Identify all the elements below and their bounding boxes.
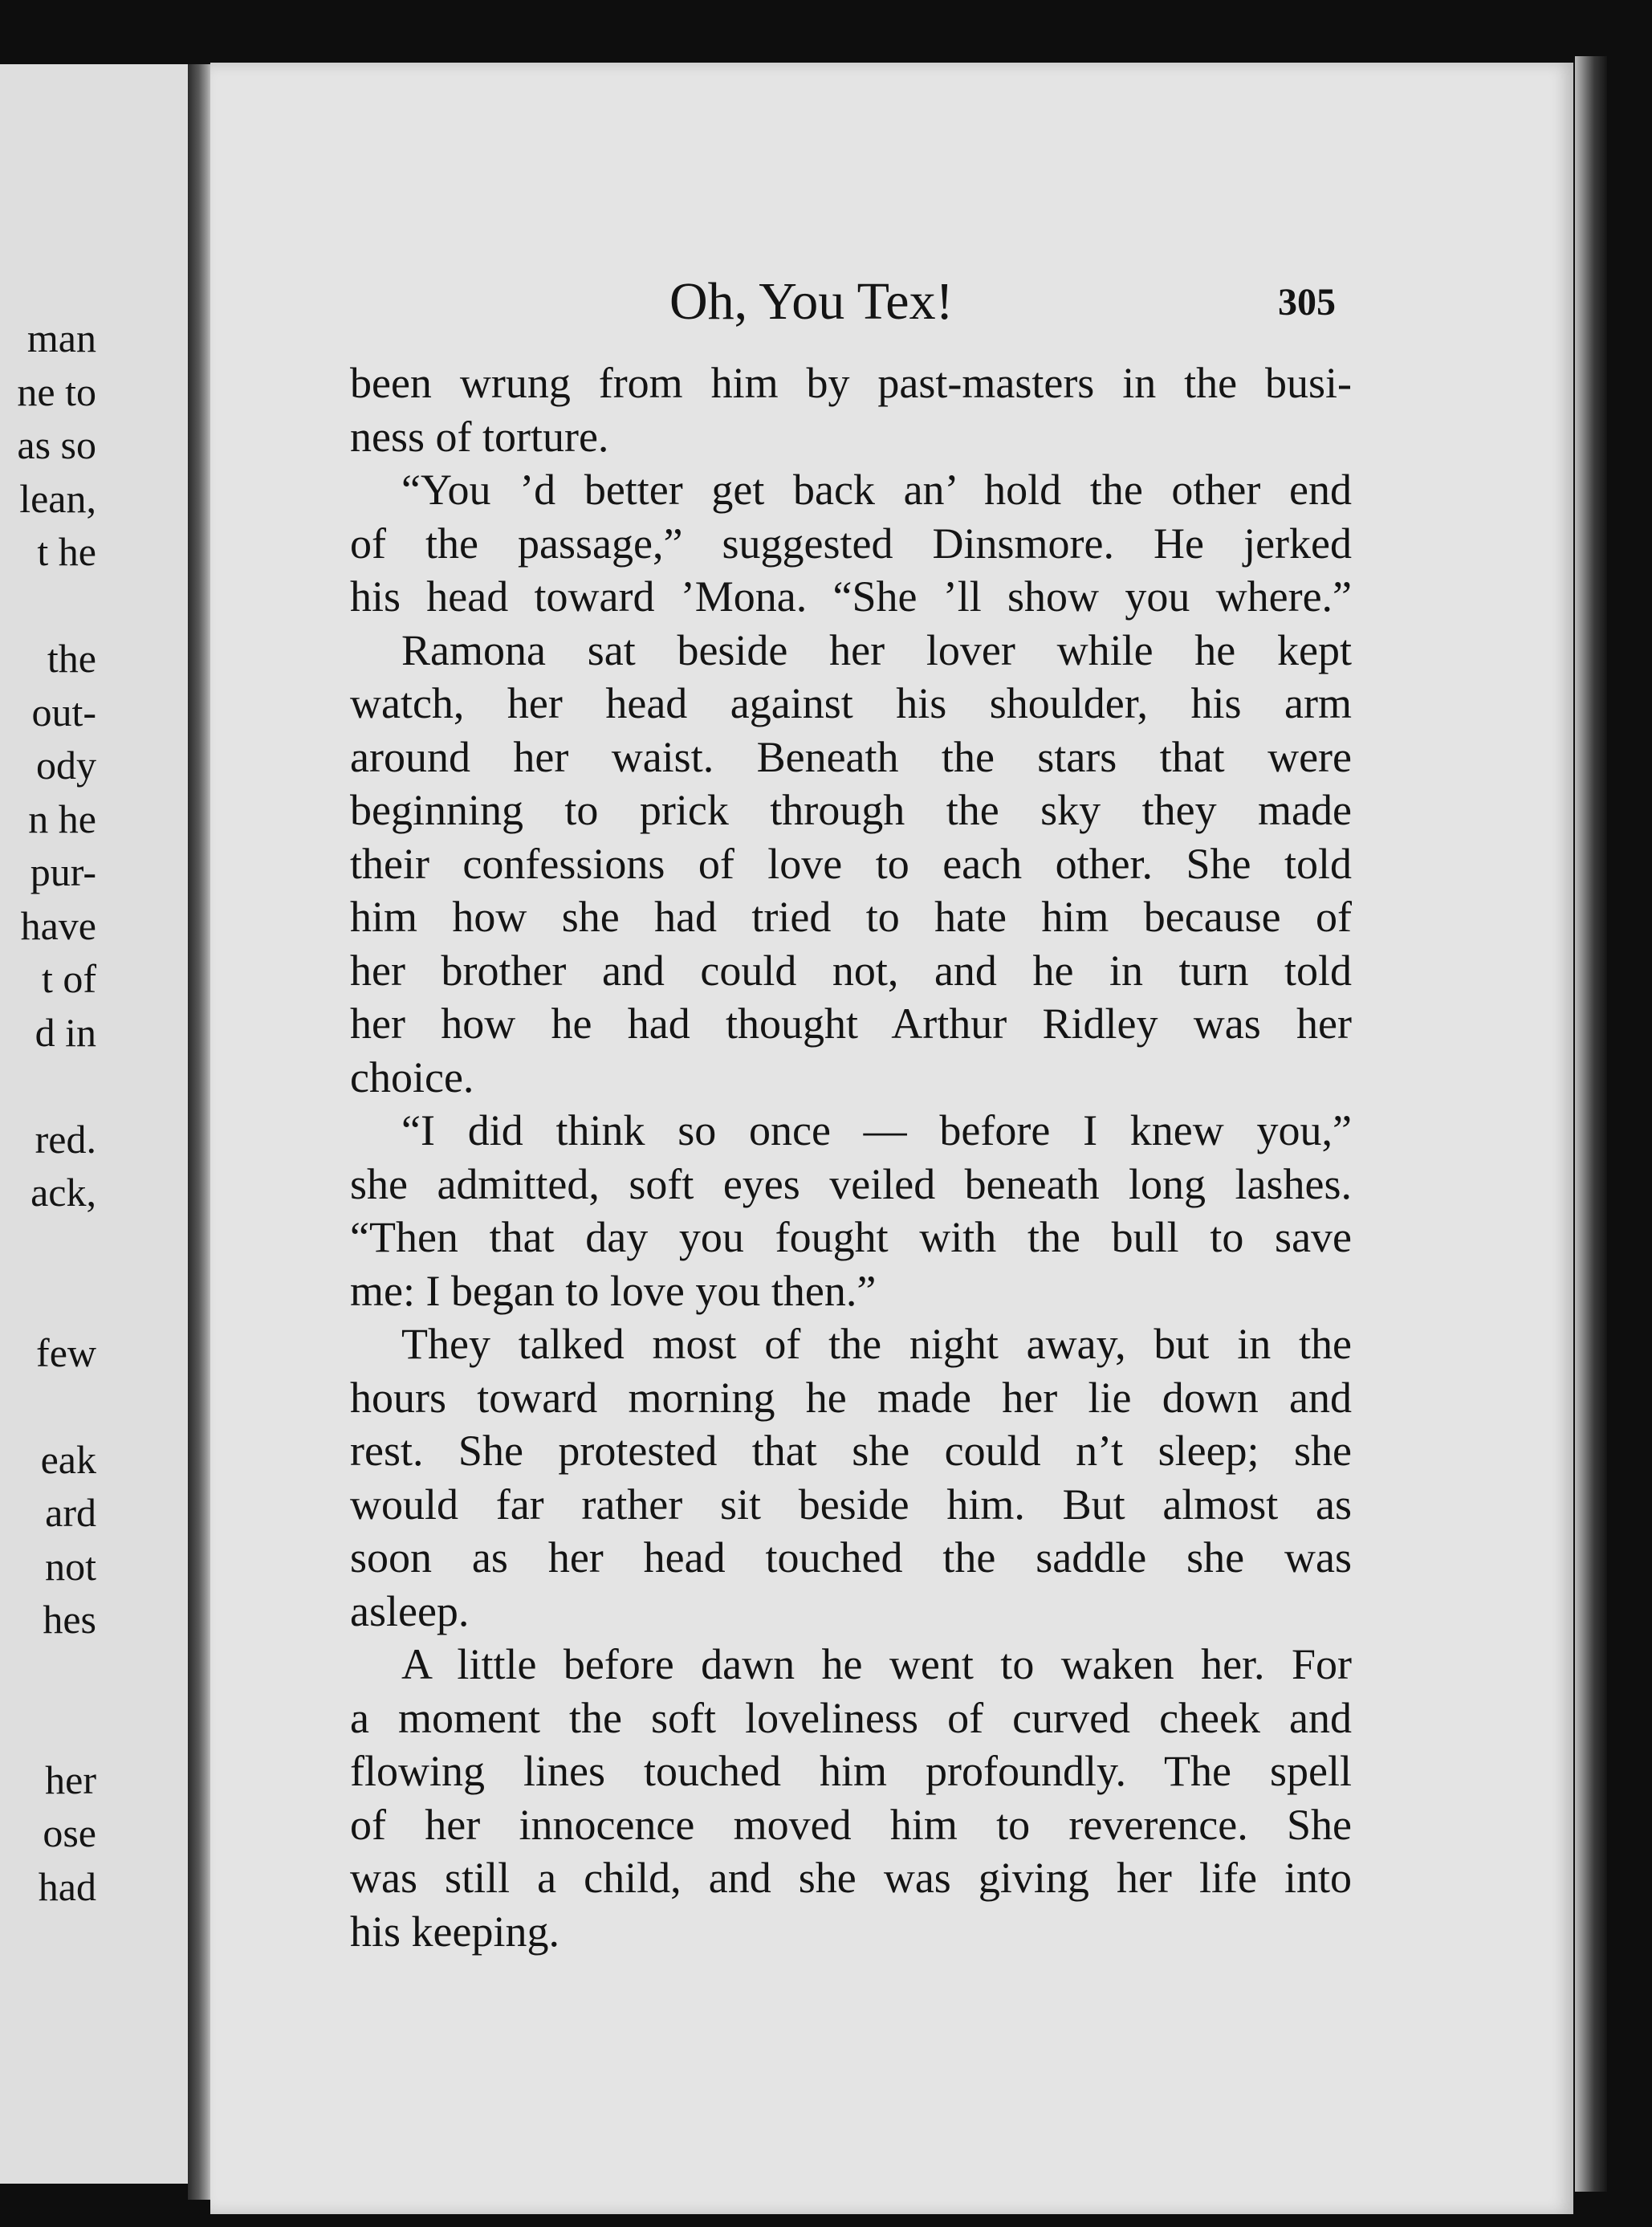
left-line (17, 1700, 96, 1753)
left-line (17, 1272, 96, 1326)
text-line: rest. She protested that she could n’t sleep; she (350, 1427, 1352, 1475)
left-line: red. (35, 1116, 96, 1162)
left-line: few (36, 1329, 96, 1375)
text-line: around her waist. Beneath the stars that were (350, 732, 1352, 781)
left-line: t of (41, 956, 96, 1001)
left-facing-page (0, 64, 197, 2184)
text-line: would far rather sit beside him. But almost as (350, 1480, 1352, 1529)
text-line: “Then that day you fought with the bull to save (350, 1213, 1352, 1261)
text-line: They talked most of the night away, but in the (401, 1320, 1352, 1368)
text-line: his keeping. (350, 1907, 559, 1956)
text-line: of her innocence moved him to reverence. She (350, 1800, 1352, 1849)
left-line: as so (17, 422, 96, 467)
left-line (17, 1647, 96, 1700)
left-line: ne to (17, 368, 96, 414)
text-line: flowing lines touched him profoundly. The spell (350, 1747, 1352, 1795)
text-line: Ramona sat beside her lover while he kept (401, 625, 1352, 674)
book-gutter (188, 64, 212, 2200)
text-line: me: I began to love you then.” (350, 1266, 877, 1315)
text-line: hours toward morning he made her lie down and (350, 1373, 1352, 1422)
text-line: beginning to prick through the sky they made (350, 786, 1352, 834)
text-line: watch, her head against his shoulder, his arm (350, 679, 1352, 727)
left-line: not (45, 1543, 96, 1589)
book-page (210, 63, 1573, 2214)
left-line: ose (43, 1810, 96, 1855)
text-line: been wrung from him by past-masters in the busi- (350, 359, 1352, 407)
text-line: her brother and could not, and he in turn told (350, 946, 1352, 995)
left-line: pur- (30, 849, 96, 894)
left-line: have (20, 902, 96, 948)
text-line: she admitted, soft eyes veiled beneath long lashes. (350, 1159, 1352, 1208)
left-line: ack, (31, 1170, 96, 1215)
page-edge-shadow (1575, 56, 1607, 2192)
text-line: ness of torture. (350, 412, 609, 461)
text-line: of the passage,” suggested Dinsmore. He jerked (350, 519, 1352, 568)
left-line: hes (43, 1597, 96, 1642)
text-line: soon as her head touched the saddle she was (350, 1533, 1352, 1582)
text-line: him how she had tried to hate him because of (350, 893, 1352, 941)
page-header (210, 270, 1573, 334)
text-line: their confessions of love to each other. She told (350, 839, 1352, 888)
left-line: lean, (19, 475, 96, 521)
left-line (17, 1219, 96, 1273)
left-line: d in (35, 1009, 96, 1055)
left-line: eak (40, 1436, 96, 1482)
left-line (17, 1059, 96, 1113)
text-line: “I did think so once — before I knew you,” (401, 1106, 1352, 1154)
text-line: “You ’d better get back an’ hold the other end (401, 466, 1352, 514)
page-body (350, 356, 1352, 1958)
text-line: A little before dawn he went to waken her. For (401, 1640, 1352, 1688)
text-line: choice. (350, 1052, 474, 1101)
left-line: ody (36, 743, 96, 788)
text-line: a moment the soft loveliness of curved cheek and (350, 1693, 1352, 1742)
left-line: out- (31, 689, 96, 735)
left-line: had (38, 1863, 96, 1909)
text-line: her how he had thought Arthur Ridley was her (350, 1000, 1352, 1048)
page-number: 305 (1278, 281, 1336, 324)
text-line: his head toward ’Mona. “She ’ll show you where.” (350, 572, 1352, 621)
left-line: ard (45, 1490, 96, 1535)
left-line: man (26, 316, 96, 360)
left-line: the (47, 636, 96, 681)
text-line: asleep. (350, 1586, 470, 1635)
left-line: her (45, 1757, 96, 1802)
running-title: Oh, You Tex! (669, 272, 954, 331)
left-line: n he (28, 796, 96, 841)
left-line: t he (37, 529, 96, 574)
text-line: was still a child, and she was giving her life into (350, 1854, 1352, 1902)
left-line (17, 1379, 96, 1433)
left-page-text (17, 311, 96, 1913)
left-line (17, 579, 96, 633)
